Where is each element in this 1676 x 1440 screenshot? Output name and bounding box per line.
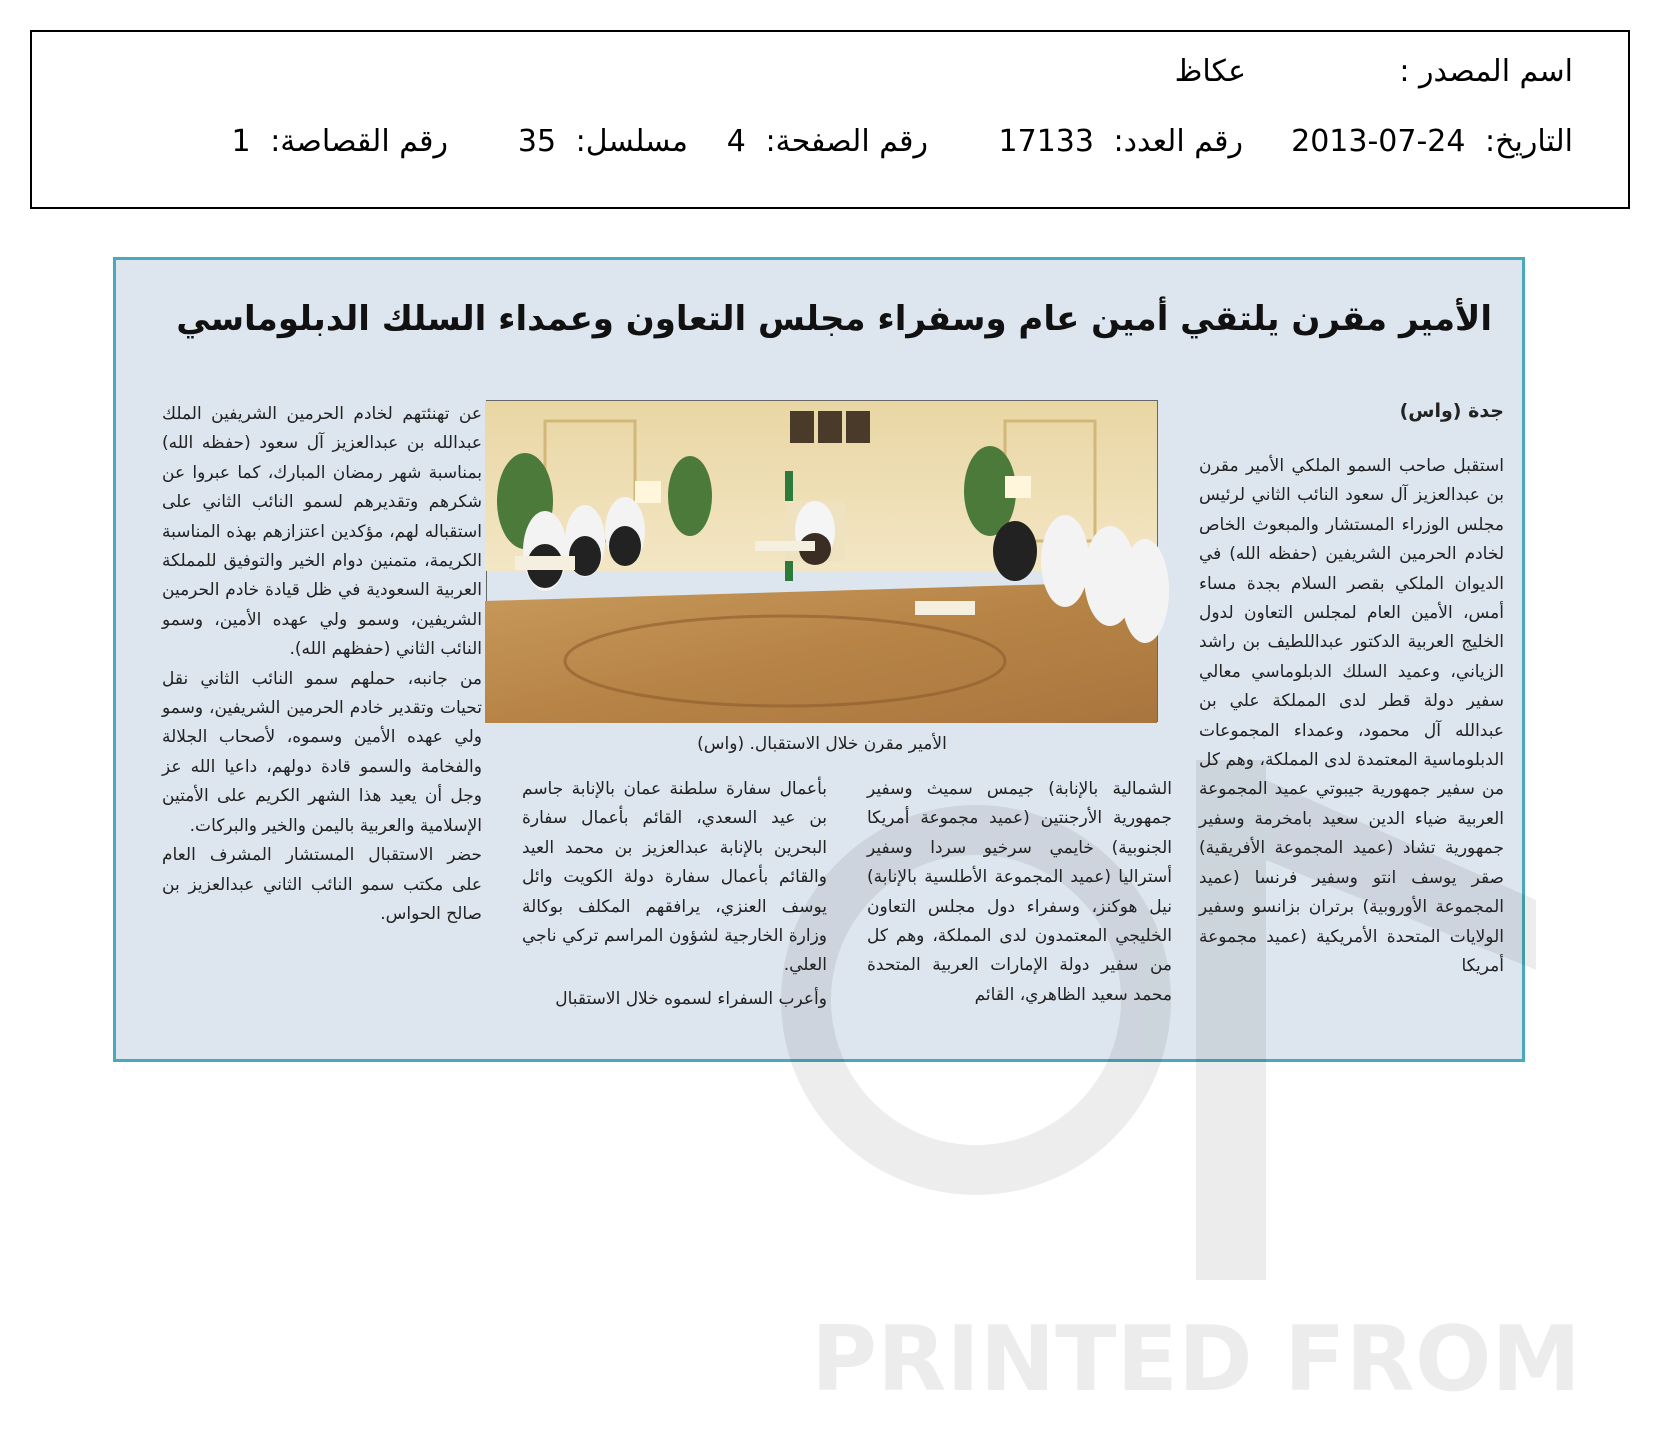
source-name-label: اسم المصدر : <box>1399 54 1573 89</box>
article-photo <box>486 400 1158 722</box>
reception-room-image <box>485 401 1157 723</box>
clip-field <box>232 122 448 162</box>
page-label: رقم الصفحة: <box>765 124 928 159</box>
article-column-3 <box>522 775 827 1055</box>
issue-label: رقم العدد: <box>1113 124 1243 159</box>
source-name-value: عكاظ <box>1174 54 1246 89</box>
column-3-paragraph-1: بأعمال سفارة سلطنة عمان بالإنابة جاسم بن عيد السعدي، القائم بأعمال سفارة البحرين بالإنابة عبدالعزيز بن محمد العيد والقائم بأعمال سفارة دولة الكويت وائل يوسف العنزي، يرافقهم المكلف بوكالة وزارة الخارجية لشؤون المراسم تركي ناجي العلي. <box>522 779 827 976</box>
column-2-paragraph: الشمالية بالإنابة) جيمس سميث وسفير جمهورية الأرجنتين (عميد مجموعة أمريكا الجنوبية) خايمي سرخيو سردا وسفير أستراليا (عميد المجموعة الأطلسية بالإنابة) نيل هوكنز، وسفراء دول مجلس التعاون الخليجي المعتمدون لدى المملكة، وهم كل من سفير دولة الإمارات العربية المتحدة محمد سعيد الظاهري، القائم <box>867 779 1172 1005</box>
serial-value: 35 <box>517 124 557 159</box>
serial-field <box>518 122 688 162</box>
page-field <box>727 122 928 162</box>
article-column-1 <box>1199 452 1504 1052</box>
clip-label: رقم القصاصة: <box>270 124 448 159</box>
column-3-paragraph-2: وأعرب السفراء لسموه خلال الاستقبال <box>555 988 827 1009</box>
photo-caption: الأمير مقرن خلال الاستقبال. (واس) <box>697 734 947 754</box>
article-column-2 <box>867 775 1172 1055</box>
column-4-paragraph-2: من جانبه، حملهم سمو النائب الثاني نقل تحيات وتقدير خادم الحرمين الشريفين، وسمو ولي عهده الأمين وسموه، لأصحاب الجلالة والفخامة والسمو قادة دولهم، داعيا الله عز وجل أن يعيد هذا الشهر الكريم على الأمتين الإسلامية والعربية باليمن والخير والبركات. <box>162 668 482 836</box>
article-headline: الأمير مقرن يلتقي أمين عام وسفراء مجلس التعاون وعمداء السلك الدبلوماسي <box>176 299 1492 339</box>
source-name-row <box>1399 52 1573 92</box>
article-column-4 <box>162 400 482 1050</box>
column-4-paragraph-1: عن تهنئتهم لخادم الحرمين الشريفين الملك عبدالله بن عبدالعزيز آل سعود (حفظه الله) بمناسبة شهر رمضان المبارك، كما عبروا عن شكرهم وتقديرهم لسمو النائب الثاني على استقباله لهم، مؤكدين اعتزازهم بهذه المناسبة الكريمة، متمنين دوام الخير والتوفيق للمملكة العربية السعودية في ظل قيادة خادم الحرمين الشريفين، وسمو ولي عهده الأمين، وسمو النائب الثاني (حفظهم الله). <box>162 404 482 660</box>
watermark-text: PRINTED FROM <box>811 1307 1581 1412</box>
serial-label: مسلسل: <box>575 124 688 159</box>
source-info-box <box>30 30 1630 209</box>
article-clipping <box>113 257 1581 1412</box>
date-label: التاريخ: <box>1485 124 1573 159</box>
source-name-row-value <box>1175 52 1256 92</box>
column-4-paragraph-3: حضر الاستقبال المستشار المشرف العام على مكتب سمو النائب الثاني عبدالعزيز بن صالح الحواس. <box>162 845 482 924</box>
issue-value: 17133 <box>998 124 1094 159</box>
page-value: 4 <box>726 124 746 159</box>
date-field <box>1291 122 1573 162</box>
issue-field <box>999 122 1243 162</box>
dateline: جدة (واس) <box>1399 400 1504 422</box>
date-value: 2013-07-24 <box>1291 124 1466 159</box>
column-1-paragraph: استقبل صاحب السمو الملكي الأمير مقرن بن عبدالعزيز آل سعود النائب الثاني لرئيس مجلس الوزراء المستشار والمبعوث الخاص لخادم الحرمين الشريفين (حفظه الله) في الديوان الملكي بقصر السلام بجدة مساء أمس، الأمين العام لمجلس التعاون لدول الخليج العربية الدكتور عبداللطيف بن راشد الزياني، وعميد السلك الدبلوماسي معالي سفير دولة قطر لدى المملكة علي بن عبدالله آل محمود، وعمداء المجموعات الدبلوماسية المعتمدة لدى المملكة، وهم كل من سفير جمهورية جيبوتي عميد المجموعة العربية ضياء الدين سعيد بامخرمة وسفير جمهورية تشاد (عميد المجموعة الأفريقية) صقر يوسف انتو وسفير فرنسا (عميد المجموعة الأوروبية) برتران بزانسو وسفير الولايات المتحدة الأمريكية (عميد مجموعة أمريكا <box>1199 456 1504 976</box>
clip-value: 1 <box>231 124 251 159</box>
